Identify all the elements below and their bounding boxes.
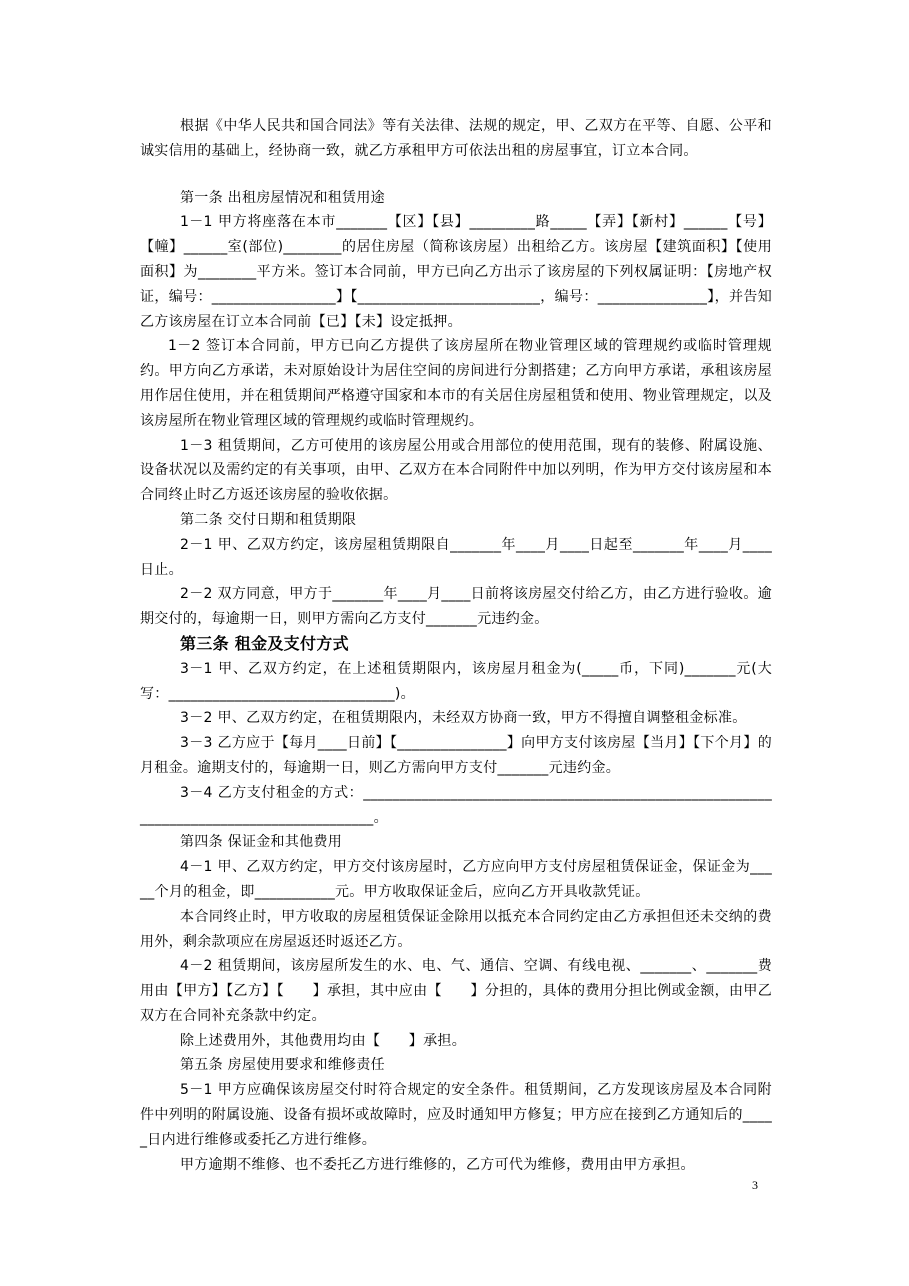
- article-2-1: 2－1 甲、乙双方约定，该房屋租赁期限自_______年____月____日起至_______年____月____日止。: [140, 536, 772, 578]
- intro-paragraph: 根据《中华人民共和国合同法》等有关法律、法规的规定，甲、乙双方在平等、自愿、公平和诚实信用的基础上，经协商一致，就乙方承租甲方可依法出租的房屋事宜，订立本合同。: [140, 118, 772, 159]
- spacer: [140, 164, 772, 186]
- article-5-1: 5－1 甲方应确保该房屋交付时符合规定的安全条件。租赁期间，乙方发现该房屋及本合同附件中列明的附属设施、设备有损坏或故障时，应及时通知甲方修复；甲方应在接到乙方通知后的_____日内进行维修或委托乙方进行维修。: [140, 1082, 772, 1148]
- article-4-title: 第四条 保证金和其他费用: [180, 834, 343, 851]
- article-5-title: 第五条 房屋使用要求和维修责任: [180, 1057, 385, 1074]
- document-body: [140, 114, 772, 1177]
- article-4-1-cont: 本合同终止时，甲方收取的房屋租赁保证金除用以抵充本合同约定由乙方承担但还未交纳的费用外，剩余款项应在房屋返还时返还乙方。: [140, 908, 772, 950]
- article-1-3: 1－3 租赁期间，乙方可使用的该房屋公用或合用部位的使用范围，现有的装修、附属设施、设备状况以及需约定的有关事项，由甲、乙双方在本合同附件中加以列明，作为甲方交付该房屋和本合同终止时乙方返还该房屋的验收依据。: [140, 437, 772, 504]
- article-4-2-cont: 除上述费用外，其他费用均由【 】承担。: [180, 1032, 466, 1049]
- article-1-title: 第一条 出租房屋情况和租赁用途: [180, 189, 385, 206]
- article-3-4: 3－4 乙方支付租金的方式：________________________________________________________________________________________。: [140, 784, 772, 826]
- article-3-3: 3－3 乙方应于【每月____日前】【_______________】向甲方支付该房屋【当月】【下个月】的月租金。逾期支付的，每逾期一日，则乙方需向甲方支付_______元违约金。: [140, 735, 772, 776]
- article-1-2: 1－2 签订本合同前，甲方已向乙方提供了该房屋所在物业管理区域的管理规约或临时管理规约。甲方向乙方承诺，未对原始设计为居住空间的房间进行分割搭建；乙方向甲方承诺，承租该房屋用作居住使用，并在租赁期间严格遵守国家和本市的有关居住房屋租赁和使用、物业管理规定，以及该房屋所在物业管理区域的管理规约或临时管理规约。: [140, 338, 772, 429]
- article-5-1-cont: 甲方逾期不维修、也不委托乙方进行维修的，乙方可代为维修，费用由甲方承担。: [180, 1156, 695, 1173]
- article-4-2: 4－2 租赁期间，该房屋所发生的水、电、气、通信、空调、有线电视、_______、_______费用由【甲方】【乙方】【 】承担，其中应由【 】分担的，具体的费用分担比例或金额，由甲乙双方在合同补充条款中约定。: [140, 958, 772, 1024]
- article-4-1: 4－1 甲、乙双方约定，甲方交付该房屋时，乙方应向甲方支付房屋租赁保证金，保证金为_____个月的租金，即___________元。甲方收取保证金后，应向乙方开具收款凭证。: [140, 859, 772, 900]
- page-number: 3: [752, 1178, 758, 1192]
- article-2-title: 第二条 交付日期和租赁期限: [180, 511, 357, 528]
- article-3-1: 3－1 甲、乙双方约定，在上述租赁期限内，该房屋月租金为(_____币，下同)_______元(大写：_______________________________)。: [140, 660, 772, 702]
- article-1-1: 1－1 甲方将座落在本市_______【区】【县】_________路_____【弄】【新村】______【号】【幢】______室(部位)________的居住房屋（简称该房屋）出租给乙方。该房屋【建筑面积】【使用面积】为________平方米。签订本合同前，甲方已向乙方出示了该房屋的下列权属证明：【房地产权证，编号：_________________】【_________________________，编号：_______________】，并告知乙方该房屋在订立本合同前【已】【未】设定抵押。: [140, 214, 772, 330]
- article-2-2: 2－2 双方同意，甲方于_______年____月____日前将该房屋交付给乙方，由乙方进行验收。逾期交付的，每逾期一日，则甲方需向乙方支付_______元违约金。: [140, 586, 772, 628]
- article-3-2: 3－2 甲、乙双方约定，在租赁期限内，未经双方协商一致，甲方不得擅自调整租金标准。: [180, 710, 747, 727]
- article-3-title: 第三条 租金及支付方式: [180, 633, 349, 653]
